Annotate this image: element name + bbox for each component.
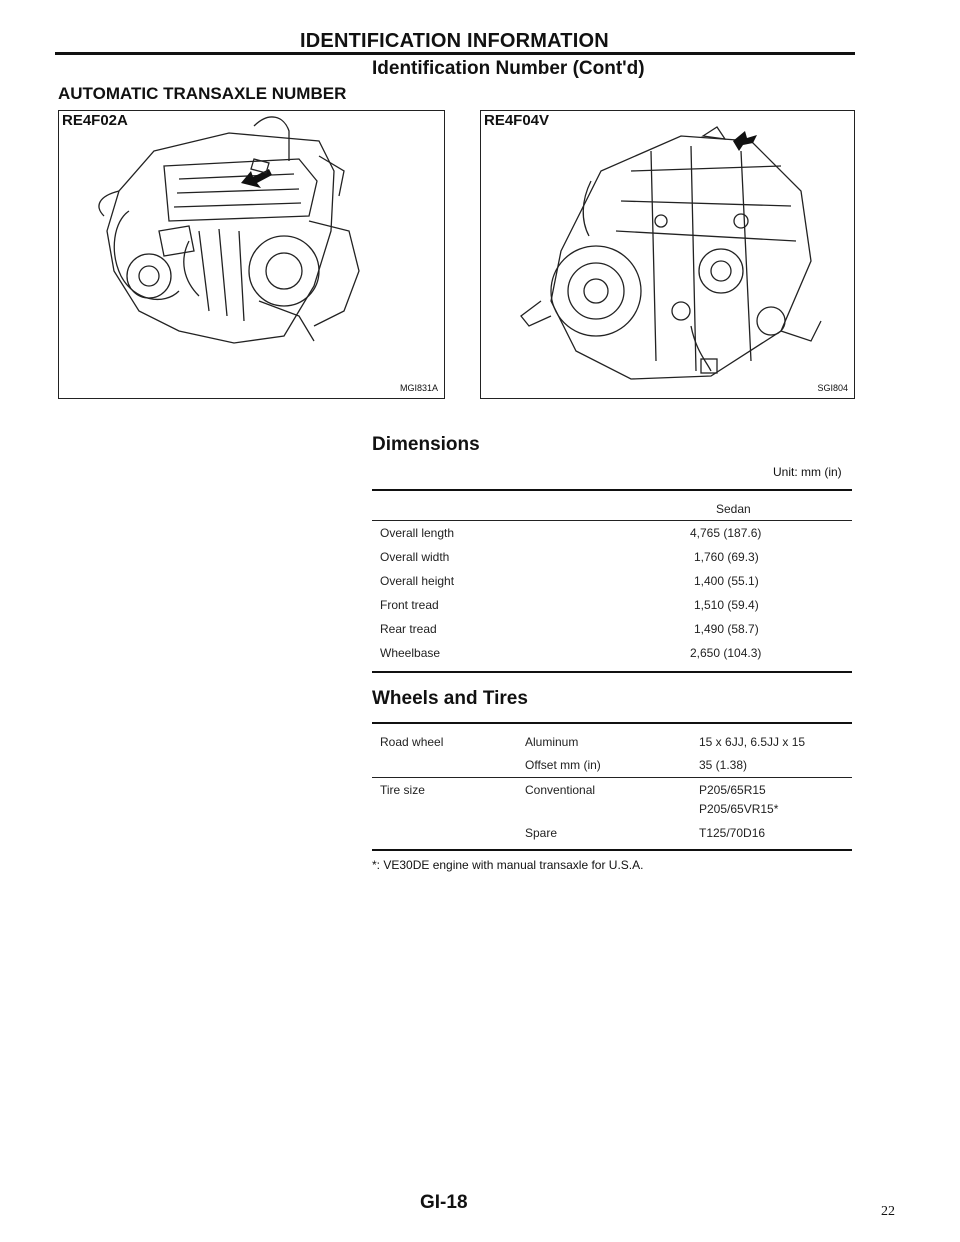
dim-row-label: Overall height <box>380 574 455 588</box>
tire-size-value: P205/65VR15* <box>699 802 779 816</box>
dim-row-label: Front tread <box>380 598 439 612</box>
road-wheel-label: Road wheel <box>380 735 444 749</box>
title-rule <box>55 52 855 55</box>
dim-row-label: Rear tread <box>380 622 437 636</box>
dim-row-label: Overall width <box>380 550 450 564</box>
wheels-bottom-rule <box>372 849 852 851</box>
figure-code: SGI804 <box>817 383 848 393</box>
page-subtitle: Identification Number (Cont'd) <box>372 58 645 79</box>
spare-value: T125/70D16 <box>699 826 766 840</box>
table-top-rule <box>372 489 852 491</box>
wheels-heading: Wheels and Tires <box>372 688 528 709</box>
tire-type: Conventional <box>525 783 596 797</box>
offset-label: Offset mm (in) <box>525 758 601 772</box>
tire-size-value: P205/65R15 <box>699 783 766 797</box>
page-title: IDENTIFICATION INFORMATION <box>300 30 609 52</box>
dim-row-value: 1,510 (59.4) <box>694 598 759 612</box>
wheels-top-rule <box>372 722 852 724</box>
dim-row-value: 1,400 (55.1) <box>694 574 759 588</box>
figure-code: MGI831A <box>399 383 438 393</box>
transaxle-drawing-icon <box>481 111 854 398</box>
footnote: *: VE30DE engine with manual transaxle for U.S.A. <box>372 858 644 872</box>
dim-row-value: 1,490 (58.7) <box>694 622 759 636</box>
dim-row-label: Overall length <box>380 526 455 540</box>
column-header: Sedan <box>716 502 751 516</box>
figure-re4f02a <box>58 110 445 399</box>
road-wheel-size: 15 x 6JJ, 6.5JJ x 15 <box>699 735 806 749</box>
unit-note: Unit: mm (in) <box>773 465 842 479</box>
header-rule <box>372 520 852 521</box>
spare-label: Spare <box>525 826 558 840</box>
tire-size-label: Tire size <box>380 783 425 797</box>
offset-value: 35 (1.38) <box>699 758 748 772</box>
dim-row-value: 1,760 (69.3) <box>694 550 759 564</box>
figure-label: RE4F02A <box>62 112 128 129</box>
page-code: GI-18 <box>420 1192 468 1213</box>
dim-row-value: 4,765 (187.6) <box>690 526 762 540</box>
dim-row-label: Wheelbase <box>380 646 441 660</box>
road-wheel-type: Aluminum <box>525 735 579 749</box>
table-bottom-rule <box>372 671 852 673</box>
dim-row-value: 2,650 (104.3) <box>690 646 762 660</box>
dimensions-heading: Dimensions <box>372 434 480 455</box>
figure-label: RE4F04V <box>484 112 550 129</box>
page-number: 22 <box>881 1204 895 1219</box>
section-heading: AUTOMATIC TRANSAXLE NUMBER <box>58 84 347 103</box>
figure-re4f04v <box>480 110 855 399</box>
row-divider <box>372 777 852 778</box>
transaxle-drawing-icon <box>59 111 444 398</box>
